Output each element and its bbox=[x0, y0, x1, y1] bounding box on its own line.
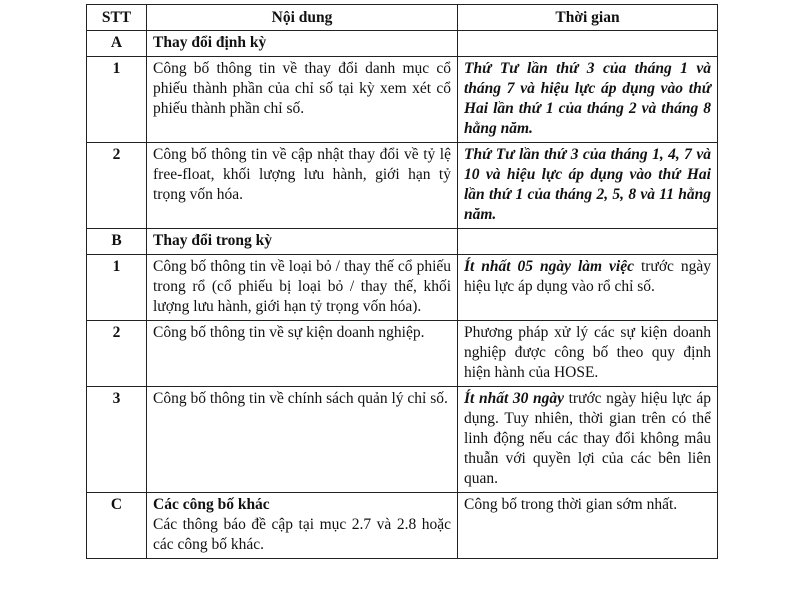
row-content bbox=[147, 493, 458, 559]
section-title: Thay đổi định kỳ bbox=[147, 31, 458, 57]
row-stt: C bbox=[87, 493, 147, 559]
time-emphasis: Thứ Tư lần thứ 3 của tháng 1 và tháng 7 và hiệu lực áp dụng vào thứ Hai lần thứ 1 của tháng 2 và tháng 8 hằng năm. bbox=[464, 60, 711, 137]
time-text: Công bố trong thời gian sớm nhất. bbox=[464, 496, 678, 513]
time-emphasis: Ít nhất 30 ngày bbox=[464, 390, 564, 407]
row-stt: 3 bbox=[87, 387, 147, 493]
section-row-a bbox=[87, 31, 718, 57]
time-text: Phương pháp xử lý các sự kiện doanh nghiệp được công bố theo quy định hiện hành của HOSE. bbox=[464, 324, 711, 381]
row-time bbox=[458, 255, 718, 321]
table-row bbox=[87, 255, 718, 321]
row-content: Công bố thông tin về thay đổi danh mục cổ phiếu thành phần của chỉ số tại kỳ xem xét cổ phiếu thành phần chỉ số. bbox=[147, 57, 458, 143]
disclosure-schedule-table bbox=[86, 4, 718, 559]
header-time: Thời gian bbox=[458, 5, 718, 31]
row-stt: 2 bbox=[87, 321, 147, 387]
row-time bbox=[458, 387, 718, 493]
header-content: Nội dung bbox=[147, 5, 458, 31]
row-stt: 1 bbox=[87, 57, 147, 143]
table-row bbox=[87, 57, 718, 143]
time-text: trước ngày hiệu lực áp dụng vào rổ chỉ số. bbox=[464, 258, 711, 295]
row-time bbox=[458, 493, 718, 559]
row-stt: 2 bbox=[87, 143, 147, 229]
section-row-c bbox=[87, 493, 718, 559]
section-title: Thay đổi trong kỳ bbox=[147, 229, 458, 255]
row-stt: A bbox=[87, 31, 147, 57]
table-row bbox=[87, 387, 718, 493]
table-row bbox=[87, 321, 718, 387]
table-header-row bbox=[87, 5, 718, 31]
section-row-b bbox=[87, 229, 718, 255]
row-stt: B bbox=[87, 229, 147, 255]
time-text: trước ngày hiệu lực áp dụng. Tuy nhiên, thời gian trên có thể linh động nếu các thay đổi không mâu thuẫn với quyền lợi của các bên liên quan. bbox=[464, 390, 711, 487]
row-stt: 1 bbox=[87, 255, 147, 321]
time-emphasis: Ít nhất 05 ngày làm việc bbox=[464, 258, 634, 275]
table-row bbox=[87, 143, 718, 229]
row-content: Công bố thông tin về cập nhật thay đổi về tỷ lệ free-float, khối lượng lưu hành, giới hạn tỷ trọng vốn hóa. bbox=[147, 143, 458, 229]
row-content-text: Các thông báo đề cập tại mục 2.7 và 2.8 hoặc các công bố khác. bbox=[153, 516, 451, 553]
row-content: Công bố thông tin về sự kiện doanh nghiệp. bbox=[147, 321, 458, 387]
document-page bbox=[86, 4, 717, 559]
header-stt: STT bbox=[87, 5, 147, 31]
row-content: Công bố thông tin về chính sách quản lý chỉ số. bbox=[147, 387, 458, 493]
row-time bbox=[458, 321, 718, 387]
row-time bbox=[458, 143, 718, 229]
row-time bbox=[458, 31, 718, 57]
row-content: Công bố thông tin về loại bỏ / thay thế cổ phiếu trong rổ (cổ phiếu bị loại bỏ / thay thế, khối lượng lưu hành, giới hạn tỷ trọng vốn hóa). bbox=[147, 255, 458, 321]
row-time bbox=[458, 229, 718, 255]
row-time bbox=[458, 57, 718, 143]
section-title: Các công bố khác bbox=[153, 496, 270, 513]
time-emphasis: Thứ Tư lần thứ 3 của tháng 1, 4, 7 và 10 và hiệu lực áp dụng vào thứ Hai lần thứ 1 của tháng 2, 5, 8 và 11 hằng năm. bbox=[464, 146, 711, 223]
